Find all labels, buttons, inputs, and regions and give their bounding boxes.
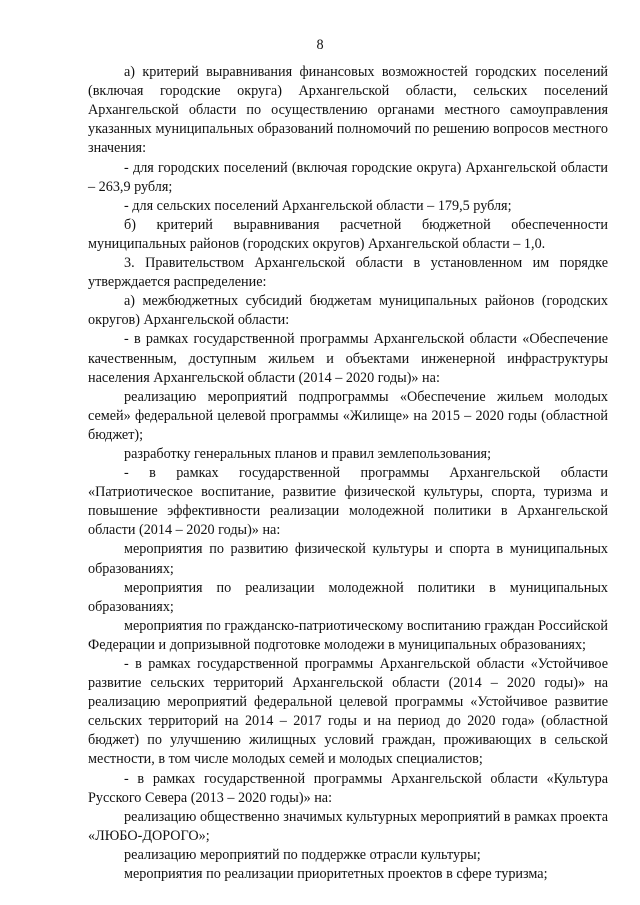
paragraph: мероприятия по гражданско-патриотическому воспитанию граждан Российской Федерации и допризывной подготовке молодежи в муниципальных образованиях; xyxy=(88,617,608,653)
paragraph: 3. Правительством Архангельской области в установленном им порядке утверждается распределение: xyxy=(88,255,608,291)
paragraph: - в рамках государственной программы Архангельской области «Обеспечение качественным, доступным жильем и объектами инженерной инфраструктуры населения Архангельской области (2014 – 2020 годы)» на: xyxy=(88,331,608,386)
paragraph: мероприятия по развитию физической культуры и спорта в муниципальных образованиях; xyxy=(88,541,608,577)
paragraph: - в рамках государственной программы Архангельской области «Культура Русского Севера (2013 – 2020 годы)» на: xyxy=(88,770,608,806)
paragraph: реализацию мероприятий подпрограммы «Обеспечение жильем молодых семей» федеральной целевой программы «Жилище» на 2015 – 2020 годы (областной бюджет); xyxy=(88,388,608,443)
paragraph: реализацию общественно значимых культурных мероприятий в рамках проекта «ЛЮБО-ДОРОГО»; xyxy=(88,808,608,844)
page-number: 8 xyxy=(316,37,324,53)
paragraph: реализацию мероприятий по поддержке отрасли культуры; xyxy=(124,846,481,863)
paragraph: - в рамках государственной программы Архангельской области «Устойчивое развитие сельских территорий Архангельской области (2014 – 2020 годы)» на реализацию мероприятий федеральной целевой программы «Устойчивое развитие сельских территорий на 2014 – 2017 годы и на период до 2020 года» (областной бюджет) по улучшению жилищных условий граждан, проживающих в сельской местности, в том числе молодых семей и молодых специалистов; xyxy=(88,656,608,768)
paragraph: - в рамках государственной программы Архангельской области «Патриотическое воспитание, развитие физической культуры, спорта, туризма и повышение эффективности реализации молодежной политики в Архангельской области (2014 – 2020 годы)» на: xyxy=(88,465,608,539)
paragraph: разработку генеральных планов и правил землепользования; xyxy=(124,445,492,462)
paragraph: мероприятия по реализации приоритетных проектов в сфере туризма; xyxy=(124,866,548,883)
paragraph: - для городских поселений (включая городские округа) Архангельской области – 263,9 рубля; xyxy=(88,159,608,195)
paragraph: - для сельских поселений Архангельской области – 179,5 рубля; xyxy=(124,197,512,214)
paragraph: а) межбюджетных субсидий бюджетам муниципальных районов (городских округов) Архангельской области: xyxy=(88,293,608,329)
paragraph: мероприятия по реализации молодежной политики в муниципальных образованиях; xyxy=(88,579,608,615)
paragraph: б) критерий выравнивания расчетной бюджетной обеспеченности муниципальных районов (городских округов) Архангельской области – 1,0. xyxy=(88,216,608,252)
paragraph: а) критерий выравнивания финансовых возможностей городских поселений (включая городские округа) Архангельской области, сельских поселений Архангельской области по осуществлению органами местного самоуправления указанных муниципальных образований полномочий по решению вопросов местного значения: xyxy=(88,64,608,157)
